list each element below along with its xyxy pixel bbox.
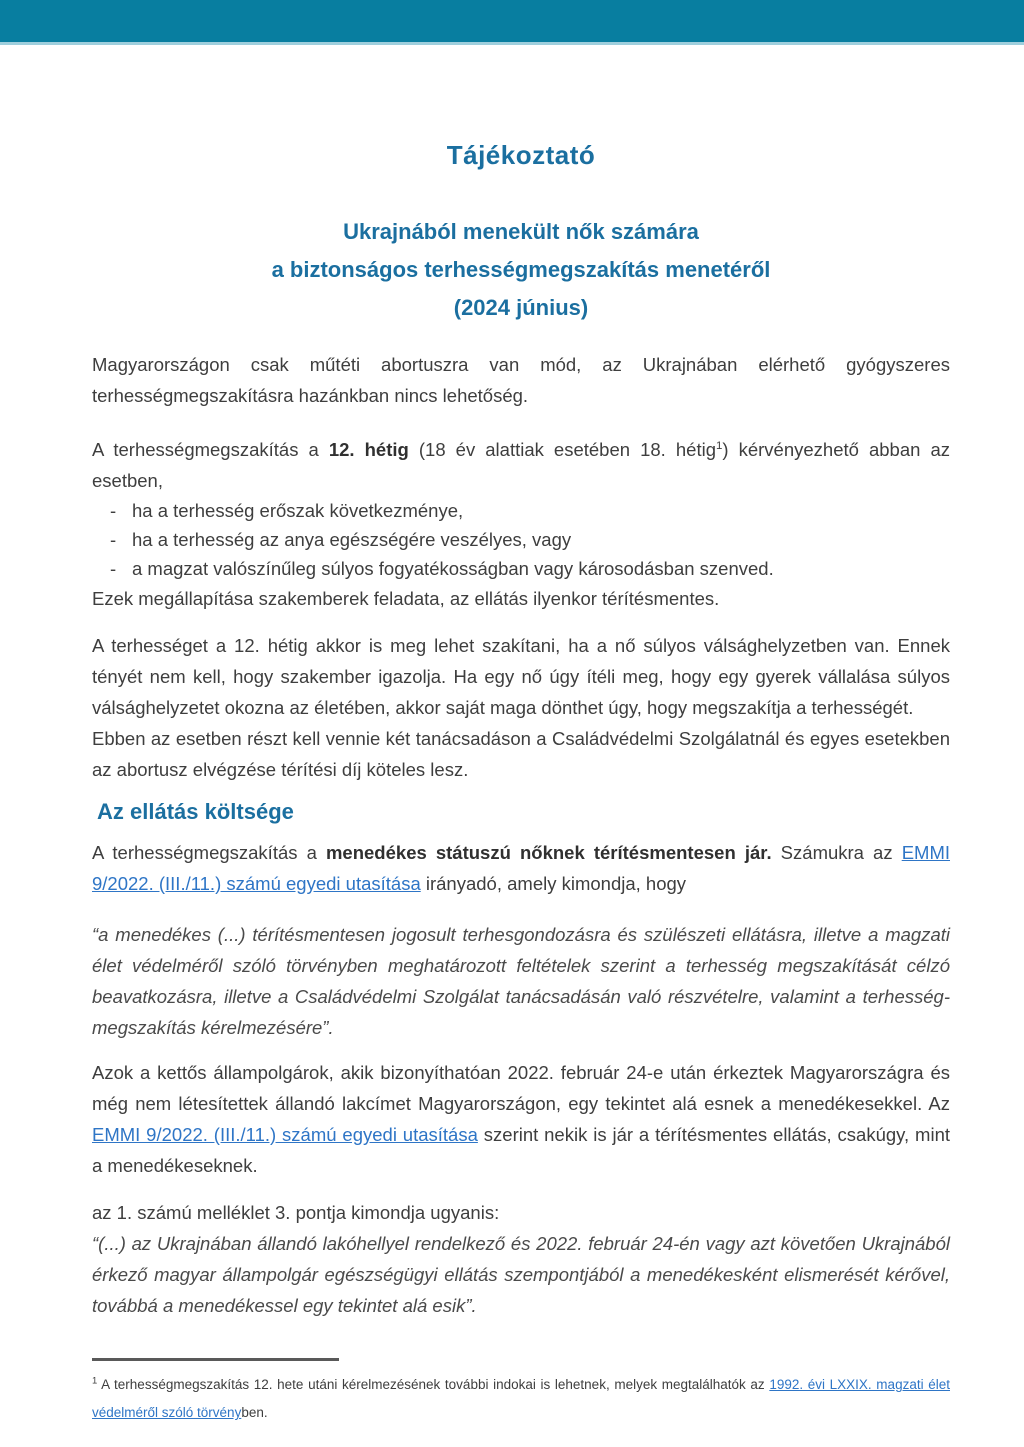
document-page: [0, 140, 1024, 1321]
section-heading-cost: Az ellátás költsége: [97, 799, 294, 824]
deadline-paragraph: [92, 434, 950, 496]
law-link[interactable]: 1992. évi LXXIX. magzati élet védelméről szóló törvény: [92, 1377, 950, 1420]
bullet-text: a magzat valószínűleg súlyos fogyatékosságban vagy károsodásban szenved.: [132, 558, 774, 579]
footnote-separator: [92, 1358, 339, 1361]
crisis-paragraph: [92, 630, 950, 723]
footnote-seg1: A terhességmegszakítás 12. hete utáni kérelmezésének további indokai is lehetnek, melyek megtalálhatók az: [97, 1377, 770, 1392]
deadline-seg1: A terhességmegszakítás a: [92, 439, 329, 460]
footnote: [92, 1371, 950, 1427]
dual-citizens-seg2: szerint nekik is jár a térítésmentes ellátás, csakúgy, mint a menedékeseknek.: [92, 1124, 950, 1176]
page-title: Tájékoztató: [446, 140, 596, 170]
bullet-dash: -: [110, 529, 117, 550]
decree-quote-text: “a menedékes (...) térítésmentesen jogosult terhesgondozásra és szülészeti ellátásra, illetve a magzati élet védelméről szóló törvényben meghatározott feltételek szerint a terhesség megszakítását célzó beavatkozásra, illetve a Családvédelmi Szolgálat tanácsadásán való részvételre, valamint a terhesség-megszakítás kérelmezésére”.: [92, 924, 950, 1038]
coverage-bold-free-of-charge: menedékes státuszú nőknek térítésmentesen jár.: [325, 842, 772, 863]
bullet-item: [92, 525, 950, 554]
annex-intro-text: az 1. számú melléklet 3. pontja kimondja ugyanis:: [92, 1202, 500, 1223]
bullet-dash: -: [110, 558, 117, 579]
annex-quote: [92, 1228, 950, 1321]
subtitle-line-1: Ukrajnából menekült nők számára: [343, 219, 699, 244]
emmi-instruction-link-2[interactable]: EMMI 9/2022. (III./11.) számú egyedi utasítása: [92, 1124, 478, 1145]
counseling-text: Ebben az esetben részt kell vennie két tanácsadáson a Családvédelmi Szolgálatnál és egyes esetekben az abortusz elvégzése térítési díj köteles lesz.: [92, 728, 950, 780]
annex-quote-text: “(...) az Ukrajnában állandó lakóhellyel rendelkező és 2022. február 24-én vagy azt követően Ukrajnából érkező magyar állampolgár egészségügyi ellátás szempontjából a menedékesként elismerését kérővel, továbbá a menedékessel egy tekintet alá esik”.: [92, 1233, 950, 1316]
emmi-instruction-link[interactable]: EMMI 9/2022. (III./11.) számú egyedi utasítása: [92, 842, 950, 894]
footnote-seg2: ben.: [241, 1405, 268, 1420]
annex-intro: [92, 1197, 950, 1228]
intro-paragraph: [92, 349, 950, 411]
footnote-reference: 1: [715, 439, 723, 452]
bullet-item: [92, 554, 950, 583]
bullet-text: ha a terhesség az anya egészségére veszélyes, vagy: [132, 529, 572, 550]
coverage-seg1: A terhességmegszakítás a: [92, 842, 326, 863]
counseling-paragraph: [92, 723, 950, 785]
footnote-area: [92, 1358, 950, 1427]
coverage-paragraph: [92, 837, 950, 899]
crisis-text: A terhességet a 12. hétig akkor is meg lehet szakítani, ha a nő súlyos válsághelyzetben van. Ennek tényét nem kell, hogy szakember igazolja. Ha egy nő úgy ítéli meg, hogy egy gyerek vállalása súlyos válsághelyzetet okozna az életében, akkor saját maga dönthet úgy, hogy megszakítja a terhességét.: [92, 635, 950, 718]
dual-citizens-paragraph: [92, 1057, 950, 1181]
deadline-bold-12th-week: 12. hétig: [328, 439, 409, 460]
coverage-seg3: irányadó, amely kimondja, hogy: [420, 873, 687, 894]
subtitle-line-2: a biztonságos terhességmegszakítás menetéről: [271, 257, 771, 282]
deadline-seg3: ) kérvényezhető abban az esetben,: [92, 439, 950, 491]
dual-citizens-seg1: Azok a kettős állampolgárok, akik bizonyíthatóan 2022. február 24-e után érkeztek Magyarországra és még nem létesítettek állandó lakcímet Magyarországon, egy tekintet alá esnek a menedékesekkel. Az: [92, 1062, 950, 1114]
condition-bullet-list: [92, 496, 950, 583]
footnote-marker: 1: [92, 1375, 98, 1387]
bullet-text: ha a terhesség erőszak következménye,: [132, 500, 464, 521]
header-bar: [0, 0, 1024, 45]
deadline-seg2: (18 év alattiak esetében 18. hétig: [408, 439, 716, 460]
coverage-seg2: Számukra az: [771, 842, 902, 863]
bullet-dash: -: [110, 500, 117, 521]
document-subtitle: [92, 213, 950, 327]
subtitle-line-3: (2024 június): [453, 295, 589, 320]
assessment-text: Ezek megállapítása szakemberek feladata, az ellátás ilyenkor térítésmentes.: [92, 588, 720, 609]
bullet-item: [92, 496, 950, 525]
decree-quote: [92, 919, 950, 1043]
intro-text: Magyarországon csak műtéti abortuszra van mód, az Ukrajnában elérhető gyógyszeres terhességmegszakításra hazánkban nincs lehetőség.: [92, 354, 950, 406]
assessment-note: [92, 583, 950, 614]
